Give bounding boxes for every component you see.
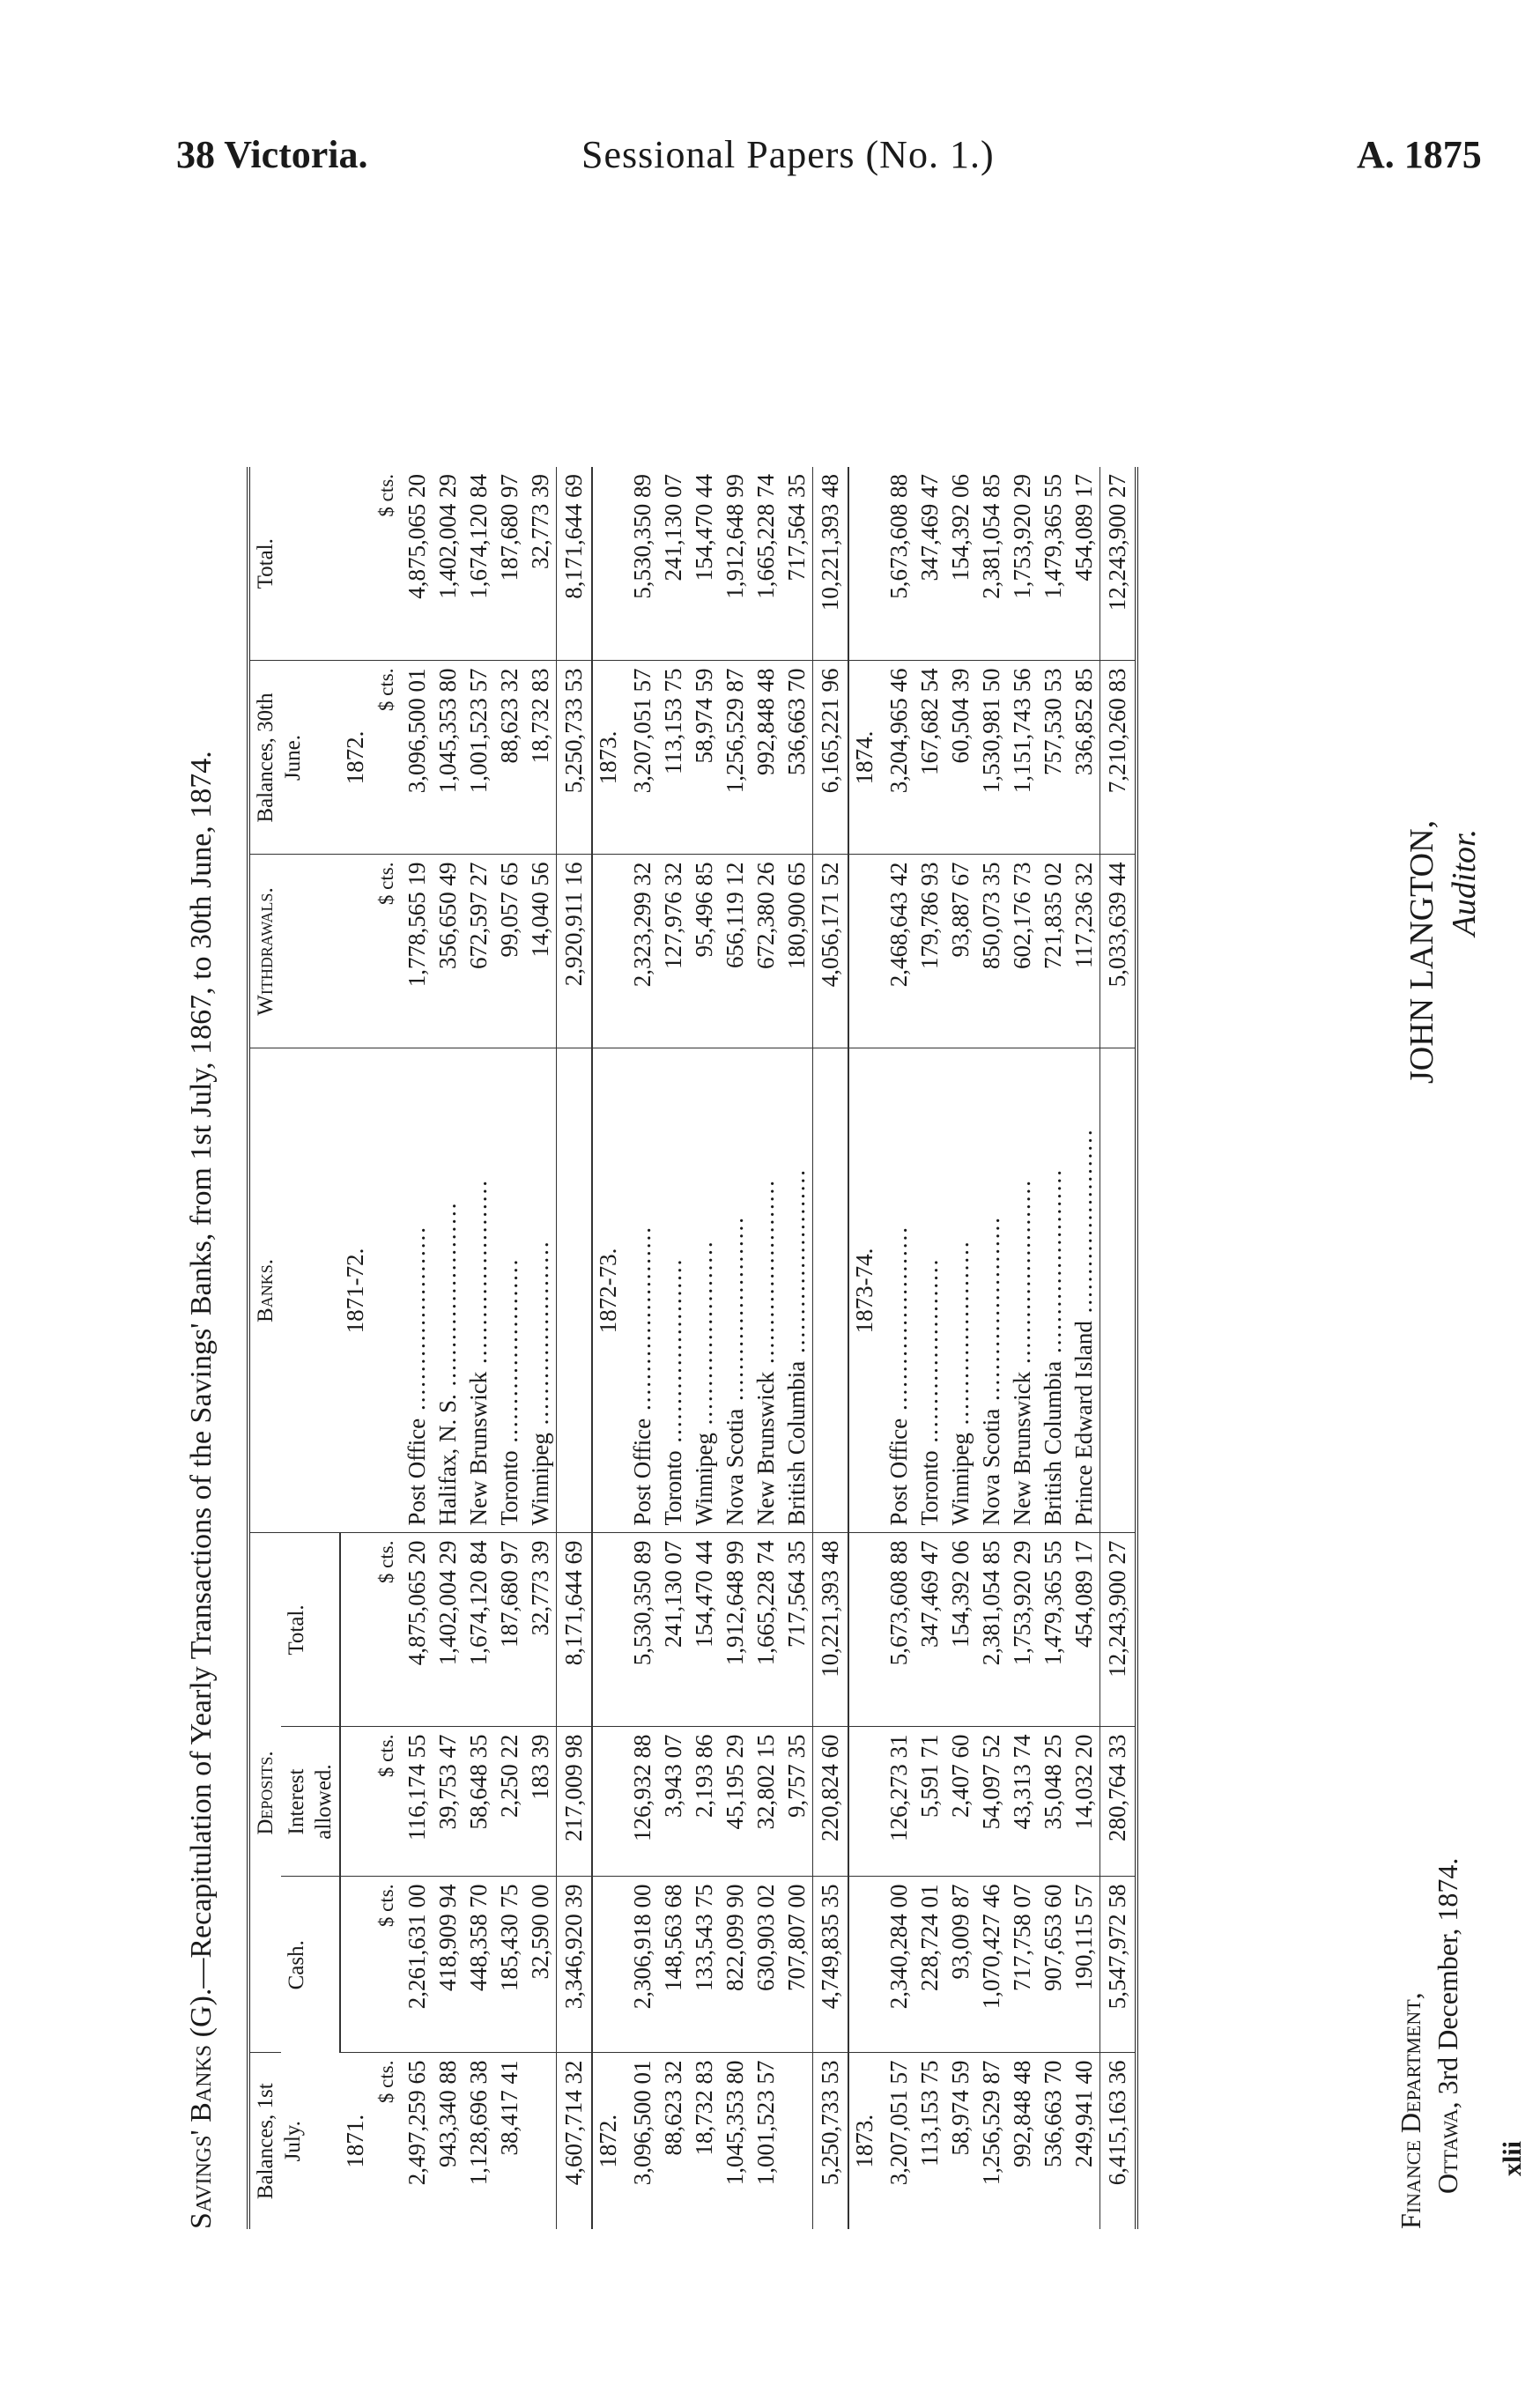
interest-value: 126,932 88: [627, 1727, 658, 1877]
header-right: A. 1875: [1357, 133, 1482, 176]
interest-value: 5,591 71: [914, 1727, 945, 1877]
bank-name: Post Office .....: [627, 1048, 658, 1533]
bal-end-value: 18,732 83: [525, 661, 557, 855]
units-cell: $ cts.: [371, 467, 402, 661]
finance-department-block: [1392, 1858, 1466, 2229]
dep-total-value: 154,392 06: [945, 1533, 976, 1727]
cash-value: 1,070,427 46: [976, 1877, 1007, 2053]
section-bal-end-label: 1874.: [848, 661, 880, 855]
cash-value: 32,590 00: [525, 1877, 557, 2053]
dep-total-value: 1,479,365 55: [1038, 1533, 1069, 1727]
units-cell: $ cts.: [371, 1877, 402, 2053]
col-balances-last: Balances, 30th June.: [248, 661, 340, 855]
section-withdrawals-label: [592, 855, 624, 1048]
section-interest-label: [848, 1727, 880, 1877]
section-interest-label: [340, 1727, 371, 1877]
total-spacer: [557, 1048, 593, 1533]
bal-end-value: 60,504 39: [945, 661, 976, 855]
bal-end-value: 757,530 53: [1038, 661, 1069, 855]
total-value: 2,381,054 85: [976, 467, 1007, 661]
section-dep-total-label: [848, 1533, 880, 1727]
bal-start-value: 1,001,523 57: [752, 2060, 779, 2186]
bal-start-value: [781, 2053, 813, 2229]
total-spacer: [1100, 1048, 1137, 1533]
interest-value: 39,753 47: [433, 1727, 463, 1877]
section-year-row: [340, 467, 371, 2229]
section-bal-start-label: 1872.: [595, 2114, 621, 2168]
total-value: 32,773 39: [525, 467, 557, 661]
bal-start-value: 18,732 83: [691, 2060, 717, 2156]
withdrawals-value: 1,778,565 19: [402, 855, 433, 1048]
dep-total-value: 1,912,648 99: [720, 1533, 751, 1727]
bank-name: Prince Edward Island .....: [1069, 1048, 1100, 1533]
bank-name: Post Office .....: [402, 1048, 433, 1533]
withdrawals-value: 656,119 12: [720, 855, 751, 1048]
cash-value: 418,909 94: [433, 1877, 463, 2053]
total-value: 154,392 06: [945, 467, 976, 661]
table-row: [1069, 467, 1100, 2229]
cash-value: 190,115 57: [1069, 1877, 1100, 2053]
total-withdrawals: 5,033,639 44: [1100, 855, 1137, 1048]
interest-value: 32,802 15: [751, 1727, 781, 1877]
total-value: 4,875,065 20: [402, 467, 433, 661]
total-value: 1,753,920 29: [1007, 467, 1038, 661]
units-row: [371, 467, 402, 2229]
dep-total-value: 154,470 44: [689, 1533, 720, 1727]
bal-start-value: 38,417 41: [496, 2060, 522, 2156]
bal-start-value: 1,045,353 80: [722, 2060, 748, 2186]
table-row: [751, 467, 781, 2229]
section-year-row: [592, 467, 624, 2229]
bank-name: Toronto .....: [658, 1048, 689, 1533]
cash-value: 185,430 75: [494, 1877, 525, 2053]
signature-role: Auditor.: [1446, 828, 1483, 937]
total-bal-start: 4,607,714 32: [557, 2053, 593, 2229]
bank-name: New Brunswick .....: [463, 1048, 494, 1533]
withdrawals-value: 117,236 32: [1069, 855, 1100, 1048]
withdrawals-value: 672,597 27: [463, 855, 494, 1048]
table-row: [976, 467, 1007, 2229]
bal-end-value: 536,663 70: [781, 661, 813, 855]
bank-name: Halifax, N. S. .....: [433, 1048, 463, 1533]
dep-total-value: 1,753,920 29: [1007, 1533, 1038, 1727]
section-total-row: [813, 467, 849, 2229]
table-row: [914, 467, 945, 2229]
withdrawals-value: 180,900 65: [781, 855, 813, 1048]
col-balances-first: Balances, 1st July.: [254, 2083, 305, 2200]
units-cell: $ cts.: [371, 661, 402, 855]
interest-value: 126,273 31: [884, 1727, 914, 1877]
signature-block: [1401, 820, 1485, 1084]
table-row: [689, 467, 720, 2229]
section-bal-start-label: 1871.: [342, 2114, 368, 2168]
bank-name: British Columbia .....: [1038, 1048, 1069, 1533]
withdrawals-value: 93,887 67: [945, 855, 976, 1048]
total-value: 454,089 17: [1069, 467, 1100, 661]
bank-name: British Columbia .....: [781, 1048, 813, 1533]
interest-value: 35,048 25: [1038, 1727, 1069, 1877]
total-value: 5,530,350 89: [627, 467, 658, 661]
section-cash-label: [340, 1877, 371, 2053]
total-withdrawals: 2,920,911 16: [557, 855, 593, 1048]
bank-name: New Brunswick .....: [751, 1048, 781, 1533]
cash-value: 448,358 70: [463, 1877, 494, 2053]
bal-end-value: 167,682 54: [914, 661, 945, 855]
interest-value: 183 39: [525, 1727, 557, 1877]
interest-value: 58,648 35: [463, 1727, 494, 1877]
dept-date: 3rd December, 1874.: [1432, 1857, 1463, 2095]
units-cell: $ cts.: [371, 1533, 402, 1727]
table-row: [494, 467, 525, 2229]
table-row: [463, 467, 494, 2229]
table-body: [340, 467, 1136, 2229]
cash-value: 148,563 68: [658, 1877, 689, 2053]
dep-total-value: 5,530,350 89: [627, 1533, 658, 1727]
section-year-row: [848, 467, 880, 2229]
total-value: 154,470 44: [689, 467, 720, 661]
total-value: 241,130 07: [658, 467, 689, 661]
total-dep-total: 12,243,900 27: [1100, 1533, 1137, 1727]
section-withdrawals-label: [848, 855, 880, 1048]
section-dep-total-label: [340, 1533, 371, 1727]
total-total: 8,171,644 69: [557, 467, 593, 661]
table-row: [658, 467, 689, 2229]
table-row: [525, 467, 557, 2229]
bank-name: Toronto .....: [914, 1048, 945, 1533]
bal-start-value: 3,096,500 01: [629, 2060, 655, 2186]
table-title-rest: (G).—Recapitulation of Yearly Transactions of the Savings' Banks, from 1st July, 1867, to 30th June, 1874.: [185, 751, 218, 2045]
bal-end-value: 992,848 48: [751, 661, 781, 855]
total-bal-end: 7,210,260 83: [1100, 661, 1137, 855]
section-cash-label: [592, 1877, 624, 2053]
bal-end-value: 3,204,965 46: [884, 661, 914, 855]
bank-name: Winnipeg .....: [525, 1048, 557, 1533]
withdrawals-value: 721,835 02: [1038, 855, 1069, 1048]
units-cell: $ cts.: [375, 2060, 397, 2104]
section-total-row: [1100, 467, 1137, 2229]
bal-start-value: 943,340 88: [434, 2060, 461, 2167]
bal-start-value: 88,623 32: [660, 2060, 686, 2156]
dep-total-value: 32,773 39: [525, 1533, 557, 1727]
cash-value: 2,261,631 00: [402, 1877, 433, 2053]
section-interest-label: [592, 1727, 624, 1877]
table-row: [945, 467, 976, 2229]
total-bal-start: 6,415,163 36: [1100, 2053, 1137, 2229]
total-cash: 3,346,920 39: [557, 1877, 593, 2053]
col-grand-total: Total.: [248, 467, 340, 661]
bank-name: Winnipeg .....: [945, 1048, 976, 1533]
section-bal-end-label: 1872.: [340, 661, 371, 855]
units-cell: $ cts.: [371, 1727, 402, 1877]
savings-banks-table: [247, 467, 1138, 2229]
cash-value: 907,653 60: [1038, 1877, 1069, 2053]
total-cash: 5,547,972 58: [1100, 1877, 1137, 2053]
section-bal-end-label: 1873.: [592, 661, 624, 855]
total-value: 5,673,608 88: [884, 467, 914, 661]
total-value: 1,674,120 84: [463, 467, 494, 661]
bal-end-value: 1,045,353 80: [433, 661, 463, 855]
dep-total-value: 5,673,608 88: [884, 1533, 914, 1727]
cash-value: 2,340,284 00: [884, 1877, 914, 2053]
bal-start-value: 1,128,696 38: [465, 2060, 492, 2186]
section-total-label: [848, 467, 880, 661]
section-cash-label: [848, 1877, 880, 2053]
rotated-table-page: [185, 291, 1527, 2229]
dept-city: Ottawa,: [1432, 2101, 1463, 2194]
withdrawals-value: 672,380 26: [751, 855, 781, 1048]
department-name: Finance Department,: [1395, 1992, 1426, 2229]
cash-value: 630,903 02: [751, 1877, 781, 2053]
section-bank-label: 1872-73.: [592, 1048, 624, 1533]
cash-value: 707,807 00: [781, 1877, 813, 2053]
units-cell: $ cts.: [371, 855, 402, 1048]
dep-total-value: 2,381,054 85: [976, 1533, 1007, 1727]
dep-total-value: 454,089 17: [1069, 1533, 1100, 1727]
bal-end-value: 58,974 59: [689, 661, 720, 855]
bal-end-value: 1,001,523 57: [463, 661, 494, 855]
col-deposit-total: Total.: [281, 1533, 340, 1727]
interest-value: 2,193 86: [689, 1727, 720, 1877]
dep-total-value: 4,875,065 20: [402, 1533, 433, 1727]
cash-value: 717,758 07: [1007, 1877, 1038, 2053]
total-value: 1,665,228 74: [751, 467, 781, 661]
dep-total-value: 347,469 47: [914, 1533, 945, 1727]
bal-end-value: 3,096,500 01: [402, 661, 433, 855]
dep-total-value: 1,402,004 29: [433, 1533, 463, 1727]
bank-name: Nova Scotia .....: [976, 1048, 1007, 1533]
total-value: 1,912,648 99: [720, 467, 751, 661]
bank-name: Post Office .....: [884, 1048, 914, 1533]
interest-value: 2,407 60: [945, 1727, 976, 1877]
table-row: [884, 467, 914, 2229]
interest-value: 3,943 07: [658, 1727, 689, 1877]
withdrawals-value: 2,323,299 32: [627, 855, 658, 1048]
bank-name: Nova Scotia .....: [720, 1048, 751, 1533]
interest-value: 14,032 20: [1069, 1727, 1100, 1877]
section-bal-start-label: 1873.: [851, 2114, 877, 2168]
withdrawals-value: 356,650 49: [433, 855, 463, 1048]
col-interest: Interest allowed.: [281, 1727, 340, 1877]
table-row: [781, 467, 813, 2229]
dep-total-value: 1,674,120 84: [463, 1533, 494, 1727]
section-bank-label: 1871-72.: [340, 1048, 371, 1533]
bal-end-value: 1,530,981 50: [976, 661, 1007, 855]
interest-value: 45,195 29: [720, 1727, 751, 1877]
withdrawals-value: 95,496 85: [689, 855, 720, 1048]
dept-location-line: [1429, 1858, 1466, 2229]
total-total: 10,221,393 48: [813, 467, 849, 661]
col-banks: Banks.: [248, 1048, 340, 1533]
cash-value: 228,724 01: [914, 1877, 945, 2053]
dep-total-value: 241,130 07: [658, 1533, 689, 1727]
interest-value: 9,757 35: [781, 1727, 813, 1877]
total-value: 187,680 97: [494, 467, 525, 661]
total-dep-total: 10,221,393 48: [813, 1533, 849, 1727]
table-row: [1007, 467, 1038, 2229]
bal-start-value: [525, 2053, 557, 2229]
dep-total-value: 187,680 97: [494, 1533, 525, 1727]
units-cell: [371, 1048, 402, 1533]
bank-name: New Brunswick .....: [1007, 1048, 1038, 1533]
cash-value: 93,009 87: [945, 1877, 976, 2053]
section-total-label: [592, 467, 624, 661]
bal-start-value: 3,207,051 57: [885, 2060, 912, 2186]
total-bal-end: 6,165,221 96: [813, 661, 849, 855]
bal-start-value: 58,974 59: [947, 2060, 974, 2156]
table-row: [627, 467, 658, 2229]
section-dep-total-label: [592, 1533, 624, 1727]
bal-start-value: 992,848 48: [1009, 2060, 1035, 2167]
col-withdrawals: Withdrawals.: [248, 855, 340, 1048]
bank-name: Winnipeg .....: [689, 1048, 720, 1533]
total-total: 12,243,900 27: [1100, 467, 1137, 661]
total-value: 1,402,004 29: [433, 467, 463, 661]
withdrawals-value: 99,057 65: [494, 855, 525, 1048]
col-deposits: Deposits.: [248, 1533, 281, 2053]
section-withdrawals-label: [340, 855, 371, 1048]
cash-value: 133,543 75: [689, 1877, 720, 2053]
withdrawals-value: 602,176 73: [1007, 855, 1038, 1048]
bank-name: Toronto .....: [494, 1048, 525, 1533]
col-cash: Cash.: [281, 1877, 340, 2053]
cash-value: 822,099 90: [720, 1877, 751, 2053]
dep-total-value: 717,564 35: [781, 1533, 813, 1727]
signature-name: JOHN LANGTON,: [1403, 819, 1440, 1084]
table-row: [720, 467, 751, 2229]
section-total-label: [340, 467, 371, 661]
table-row: [433, 467, 463, 2229]
total-spacer: [813, 1048, 849, 1533]
table-row: [402, 467, 433, 2229]
interest-value: 2,250 22: [494, 1727, 525, 1877]
bal-start-value: 1,256,529 87: [978, 2060, 1004, 2186]
interest-value: 43,313 74: [1007, 1727, 1038, 1877]
withdrawals-value: 850,073 35: [976, 855, 1007, 1048]
total-dep-total: 8,171,644 69: [557, 1533, 593, 1727]
section-bank-label: 1873-74.: [848, 1048, 880, 1533]
bal-end-value: 336,852 85: [1069, 661, 1100, 855]
total-value: 1,479,365 55: [1038, 467, 1069, 661]
bal-start-value: 536,663 70: [1040, 2060, 1066, 2167]
header-center: Sessional Papers (No. 1.): [581, 133, 995, 176]
bal-end-value: 1,151,743 56: [1007, 661, 1038, 855]
total-bal-start: 5,250,733 53: [813, 2053, 849, 2229]
total-value: 347,469 47: [914, 467, 945, 661]
total-cash: 4,749,835 35: [813, 1877, 849, 2053]
total-interest: 280,764 33: [1100, 1727, 1137, 1877]
bal-end-value: 3,207,051 57: [627, 661, 658, 855]
table-title-caps: Savings' Banks: [185, 2044, 218, 2229]
table-title: [185, 291, 218, 2229]
header-left: 38 Victoria.: [176, 133, 368, 176]
withdrawals-value: 14,040 56: [525, 855, 557, 1048]
total-interest: 220,824 60: [813, 1727, 849, 1877]
withdrawals-value: 179,786 93: [914, 855, 945, 1048]
interest-value: 116,174 55: [402, 1727, 433, 1877]
total-withdrawals: 4,056,171 52: [813, 855, 849, 1048]
cash-value: 2,306,918 00: [627, 1877, 658, 2053]
withdrawals-value: 2,468,643 42: [884, 855, 914, 1048]
withdrawals-value: 127,976 32: [658, 855, 689, 1048]
bal-end-value: 113,153 75: [658, 661, 689, 855]
section-total-row: [557, 467, 593, 2229]
page-number: xlii: [1498, 2140, 1527, 2176]
bal-start-value: 113,153 75: [916, 2060, 943, 2167]
bal-start-value: 249,941 40: [1070, 2060, 1097, 2167]
dep-total-value: 1,665,228 74: [751, 1533, 781, 1727]
interest-value: 54,097 52: [976, 1727, 1007, 1877]
table-row: [1038, 467, 1069, 2229]
total-interest: 217,009 98: [557, 1727, 593, 1877]
bal-end-value: 88,623 32: [494, 661, 525, 855]
total-value: 717,564 35: [781, 467, 813, 661]
bal-start-value: 2,497,259 65: [404, 2060, 430, 2186]
bal-end-value: 1,256,529 87: [720, 661, 751, 855]
total-bal-end: 5,250,733 53: [557, 661, 593, 855]
